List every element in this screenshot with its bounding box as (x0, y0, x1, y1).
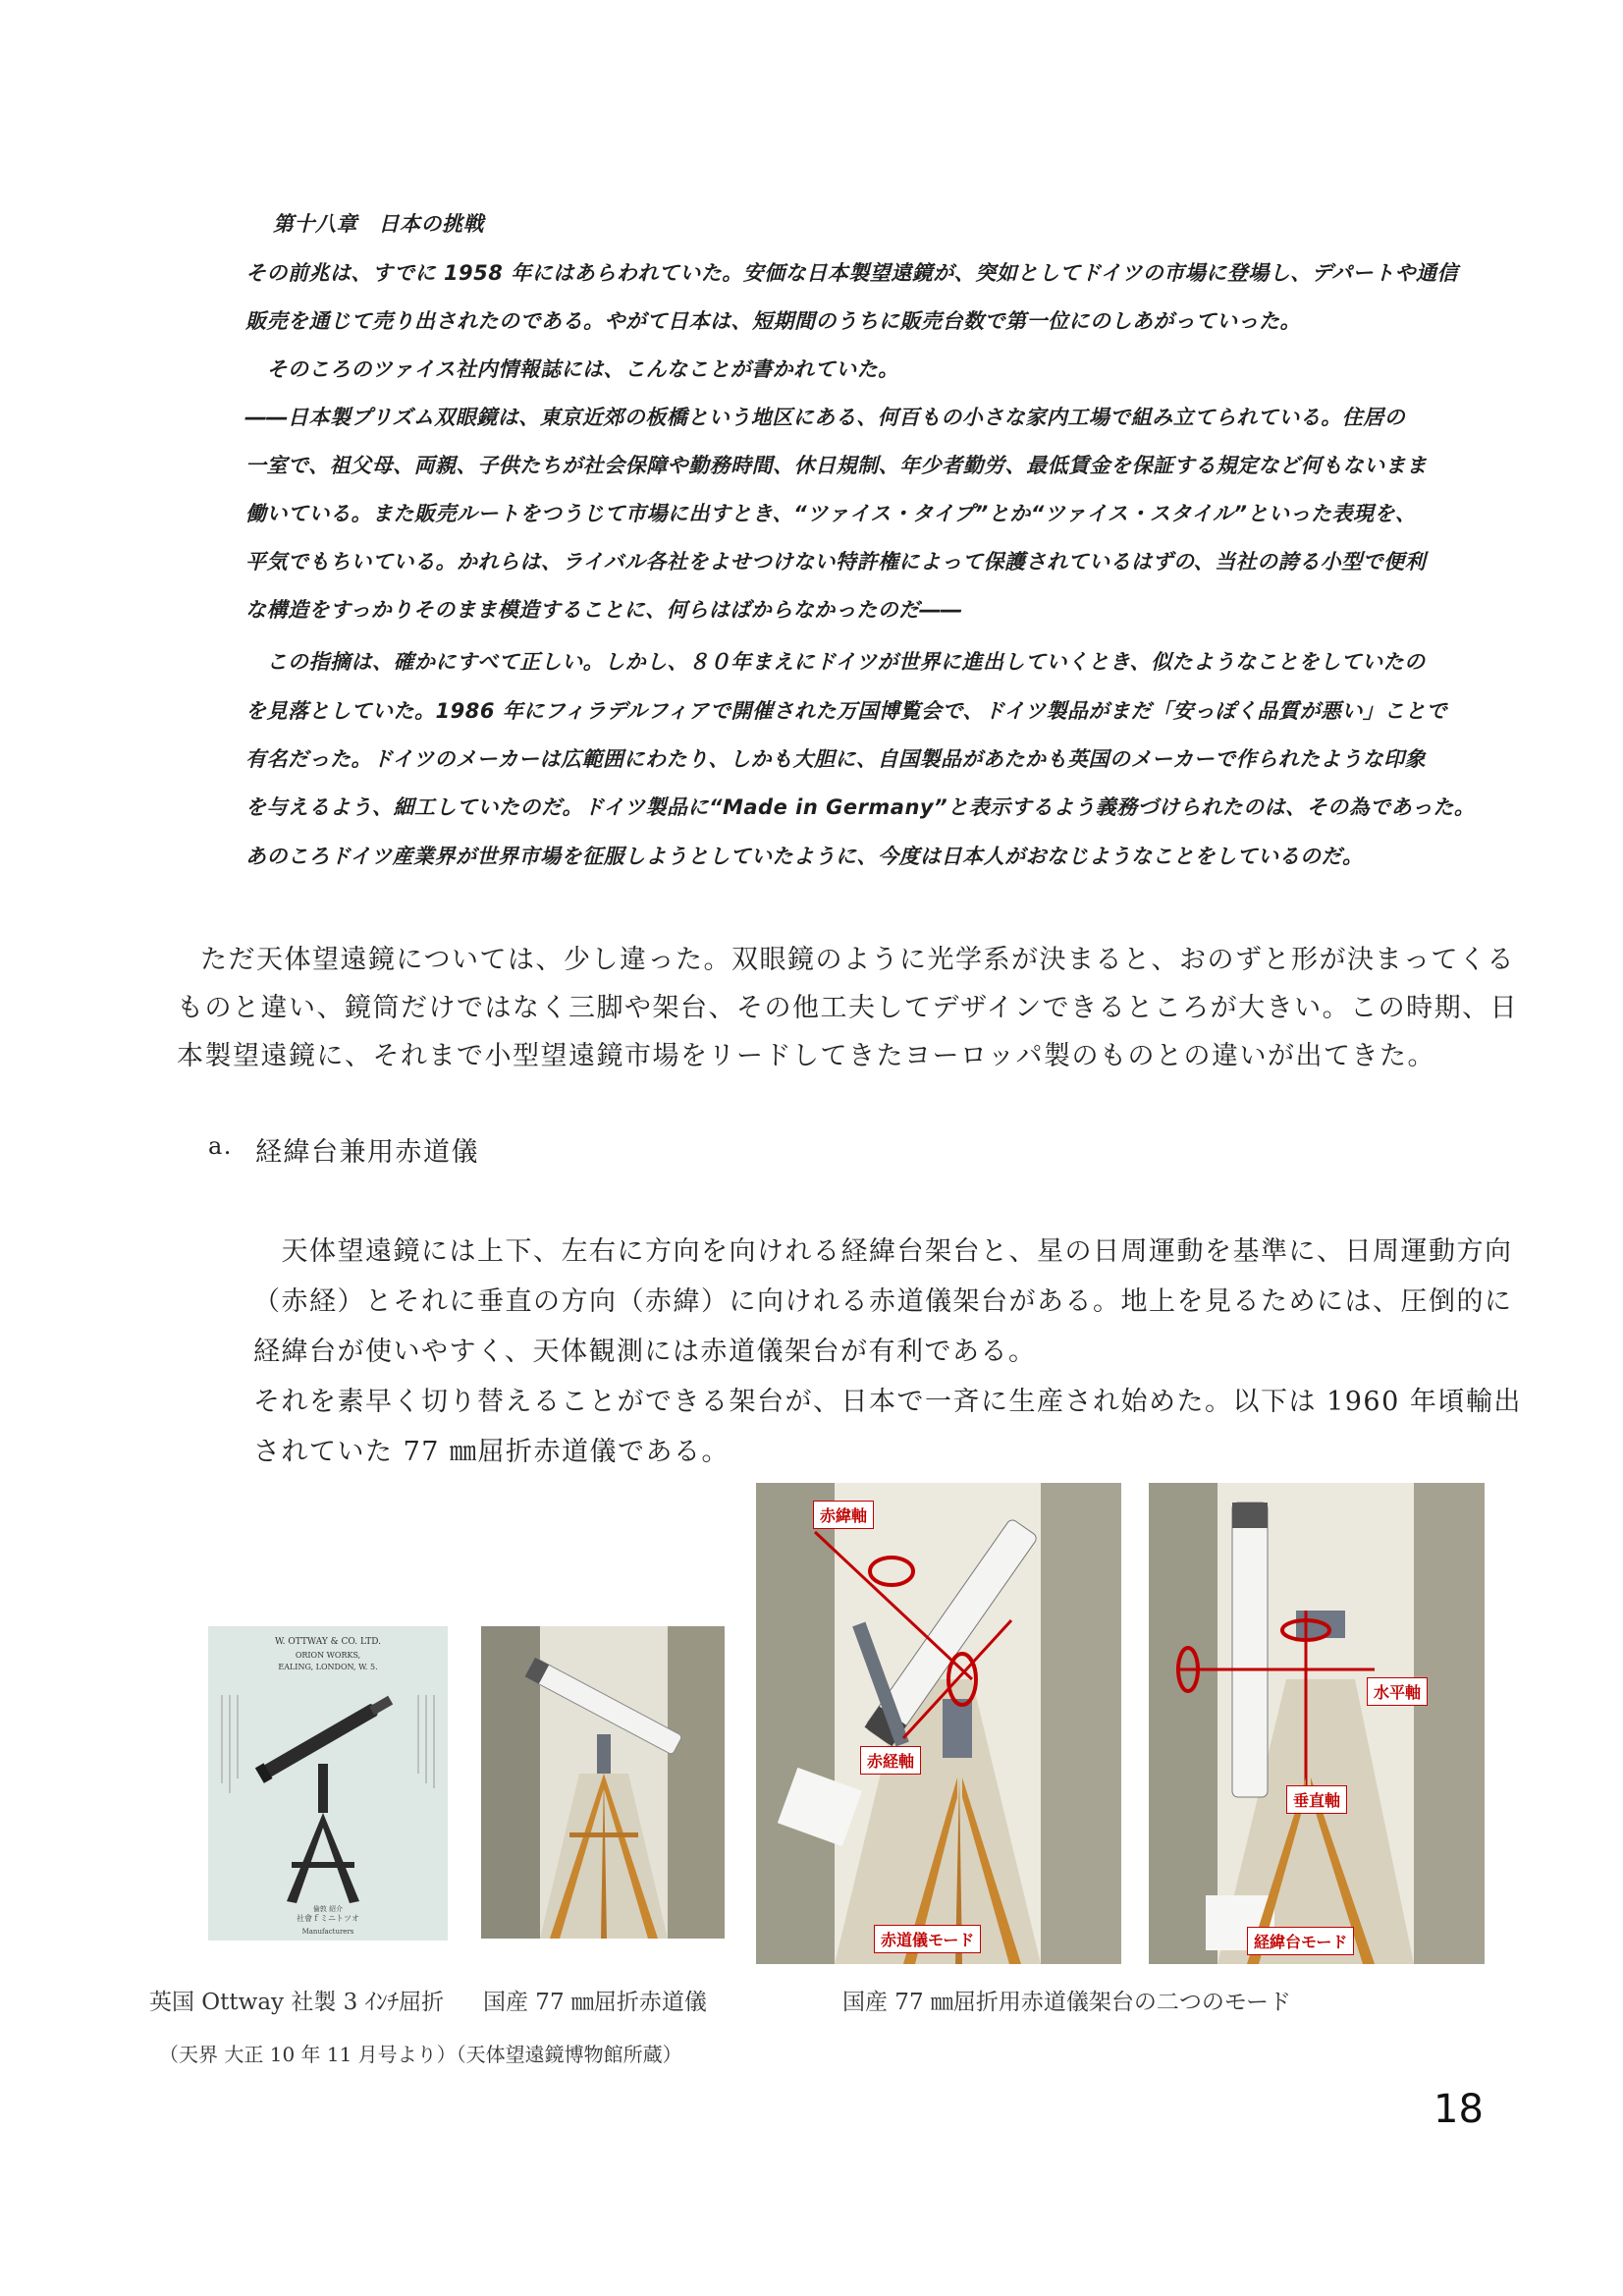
body-line: ものと違い、鏡筒だけではなく三脚や架台、その他工夫してデザインできるところが大きい。この時期、日 (177, 993, 1519, 1023)
caption-ottway: 英国 Ottway 社製 3 ｲﾝﾁ屈折 (149, 1990, 445, 2015)
ottway-telescope-illustration (208, 1626, 448, 1941)
quote-line: ――日本製プリズム双眼鏡は、東京近郊の板橋という地区にある、何百もの小さな家内工場で組み立てられている。住居の (245, 406, 1406, 429)
quote-line: 平気でもちいている。かれらは、ライバル各社をよせつけない特許権によって保護されているはずの、当社の誇る小型で便利 (245, 550, 1427, 574)
catalog-header-line: EALING, LONDON, W. 5. (278, 1663, 378, 1671)
altaz-mode-label: 経緯台モード (1247, 1927, 1354, 1955)
quote-line: 販売を通じて売り出されたのである。やがて日本は、短期間のうちに販売台数で第一位にのしあがっていった。 (245, 309, 1301, 333)
catalog-stamp-line: 倫敦 紹介 (312, 1905, 344, 1913)
eq-mode-label: 赤道儀モード (874, 1925, 981, 1953)
catalog-footer: Manufacturers (301, 1928, 354, 1936)
quote-line: な構造をすっかりそのまま模造することに、何らはばからなかったのだ―― (245, 598, 962, 622)
section-marker: a. (208, 1132, 233, 1160)
equatorial-mode-photo (756, 1483, 1121, 1964)
figure-altaz-mode (1149, 1483, 1485, 1964)
figure-77mm-refractor (481, 1626, 725, 1939)
catalog-header-line: ORION WORKS, (295, 1651, 361, 1660)
quote-line: 働いている。また販売ルートをつうじて市場に出すとき、“ツァイス・タイプ”とか“ツァイス・スタイル”といった表現を、 (245, 502, 1417, 525)
vertical-axis-label: 垂直軸 (1286, 1785, 1347, 1814)
body-line: それを素早く切り替えることができる架台が、日本で一斉に生産され始めた。以下は 1960 年頃輸出 (253, 1387, 1522, 1417)
quote-heading: 第十八章 日本の挑戦 (273, 212, 484, 236)
catalog-header-line: W. OTTWAY & CO. LTD. (274, 1637, 382, 1647)
caption-two-modes: 国産 77 ㎜屈折用赤道儀架台の二つのモード (842, 1990, 1291, 2015)
quote-line: その前兆は、すでに 1958 年にはあらわれていた。安価な日本製望遠鏡が、突如としてドイツの市場に登場し、デパートや通信 (245, 261, 1458, 285)
quote-line: そのころのツァイス社内情報誌には、こんなことが書かれていた。 (245, 357, 899, 381)
body-line: 経緯台が使いやすく、天体観測には赤道儀架台が有利である。 (253, 1337, 1037, 1367)
page-number: 18 (1434, 2087, 1484, 2132)
horizontal-axis-label: 水平軸 (1367, 1677, 1428, 1706)
caption-sources: （天界 大正 10 年 11 月号より）（天体望遠鏡博物館所蔵） (159, 2043, 682, 2066)
figure-equatorial-mode (756, 1483, 1121, 1964)
quote-line: を見落としていた。1986 年にフィラデルフィアで開催された万国博覧会で、ドイツ製品がまだ「安っぽく品質が悪い」ことで (245, 699, 1448, 723)
body-line: （赤経）とそれに垂直の方向（赤緯）に向けれる赤道儀架台がある。地上を見るためには、圧倒的に (253, 1286, 1513, 1317)
body-line: 本製望遠鏡に、それまで小型望遠鏡市場をリードしてきたヨーロッパ製のものとの違いが出てきた。 (177, 1041, 1435, 1071)
body-line: されていた 77 ㎜屈折赤道儀である。 (253, 1437, 730, 1467)
figure-ottway-catalog (208, 1626, 448, 1941)
caption-77mm: 国産 77 ㎜屈折赤道儀 (483, 1990, 707, 2015)
refractor-photo (481, 1626, 725, 1939)
quote-line: を与えるよう、細工していたのだ。ドイツ製品に“Made in Germany”と表示するよう義務づけられたのは、その為であった。 (245, 795, 1476, 819)
section-title: 経緯台兼用赤道儀 (255, 1137, 479, 1168)
altaz-mode-photo (1149, 1483, 1485, 1964)
body-line: ただ天体望遠鏡については、少し違った。双眼鏡のように光学系が決まると、おのずと形が決まってくる (200, 945, 1515, 975)
dec-axis-label: 赤緯軸 (813, 1501, 874, 1529)
catalog-stamp-line: 社會ｆミニトツオ (297, 1914, 359, 1923)
quote-line: 有名だった。ドイツのメーカーは広範囲にわたり、しかも大胆に、自国製品があたかも英国のメーカーで作られたような印象 (245, 747, 1427, 771)
body-line: 天体望遠鏡には上下、左右に方向を向けれる経緯台架台と、星の日周運動を基準に、日周運動方向 (253, 1236, 1513, 1267)
quote-line: 一室で、祖父母、両親、子供たちが社会保障や勤務時間、休日規制、年少者勤労、最低賃金を保証する規定など何もないまま (245, 454, 1428, 477)
quote-line: あのころドイツ産業界が世界市場を征服しようとしていたように、今度は日本人がおなじようなことをしているのだ。 (245, 845, 1364, 868)
quote-line: この指摘は、確かにすべて正しい。しかし、８０年まえにドイツが世界に進出していくとき、似たようなことをしていたの (245, 650, 1426, 674)
ra-axis-label: 赤経軸 (860, 1746, 921, 1775)
